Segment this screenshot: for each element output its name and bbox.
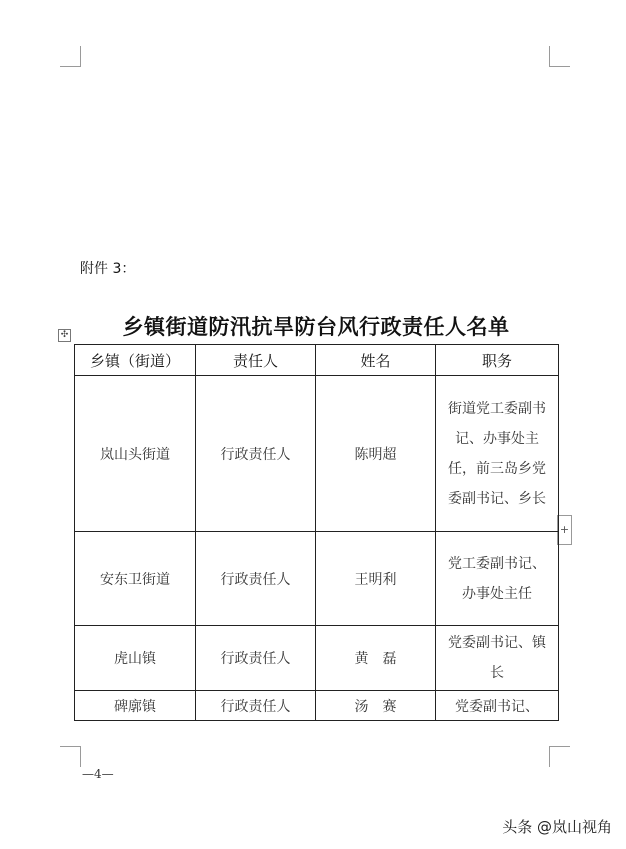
attachment-label: 附件 3： xyxy=(80,261,136,277)
header-duty: 职务 xyxy=(436,345,559,376)
crop-mark-top-right xyxy=(549,46,570,67)
cell-duty: 党委副书记、镇长 xyxy=(436,626,559,691)
crop-mark-bottom-right xyxy=(549,746,570,767)
page-title: 乡镇街道防汛抗旱防台风行政责任人名单 xyxy=(122,315,510,339)
cell-name: 汤 赛 xyxy=(316,691,436,721)
cell-role: 行政责任人 xyxy=(196,626,316,691)
table-row xyxy=(75,626,559,691)
header-town: 乡镇（街道） xyxy=(75,345,196,376)
cell-town: 安东卫街道 xyxy=(75,532,196,626)
cell-duty: 党工委副书记、办事处主任 xyxy=(436,532,559,626)
table-row xyxy=(75,532,559,626)
cell-name: 王明利 xyxy=(316,532,436,626)
header-role: 责任人 xyxy=(196,345,316,376)
table-row xyxy=(75,691,559,721)
table-header-row xyxy=(75,345,559,376)
crop-mark-top-left xyxy=(60,46,81,67)
cell-town: 碑廓镇 xyxy=(75,691,196,721)
table-add-row-icon[interactable]: + xyxy=(557,515,572,545)
cell-name: 陈明超 xyxy=(316,376,436,532)
cell-role: 行政责任人 xyxy=(196,532,316,626)
responsibility-table xyxy=(74,344,559,721)
cell-duty: 街道党工委副书记、办事处主任，前三岛乡党委副书记、乡长 xyxy=(436,376,559,532)
watermark-text: 头条 @岚山视角 xyxy=(502,818,612,836)
table-row xyxy=(75,376,559,532)
crop-mark-bottom-left xyxy=(60,746,81,767)
page-number: —4— xyxy=(82,767,114,781)
cell-duty: 党委副书记、 xyxy=(436,691,559,721)
cell-role: 行政责任人 xyxy=(196,376,316,532)
table-move-handle-icon[interactable]: ✣ xyxy=(58,329,71,342)
cell-town: 虎山镇 xyxy=(75,626,196,691)
header-name: 姓名 xyxy=(316,345,436,376)
cell-name: 黄 磊 xyxy=(316,626,436,691)
cell-town: 岚山头街道 xyxy=(75,376,196,532)
cell-role: 行政责任人 xyxy=(196,691,316,721)
